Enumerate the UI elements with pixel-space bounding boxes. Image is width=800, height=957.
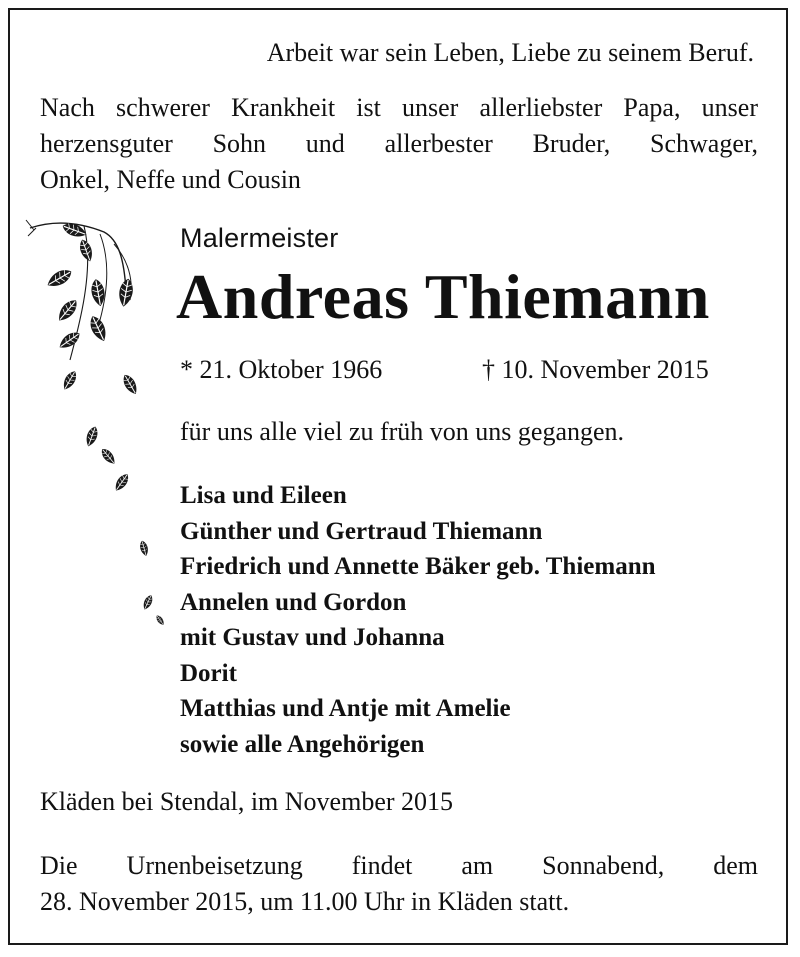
burial-notice-line-2: 28. November 2015, um 11.00 Uhr in Kläden statt.: [40, 887, 570, 916]
passing-statement: für uns alle viel zu früh von uns gegangen.: [180, 417, 625, 446]
burial-notice: [40, 848, 758, 920]
intro-line-2: herzensguter Sohn und allerbester Bruder, Schwager,: [40, 129, 758, 158]
mourner-entry: sowie alle Angehörigen: [180, 730, 425, 758]
mourner-entry: Dorit: [180, 659, 237, 687]
birch-leaves-branch-icon: [24, 210, 184, 640]
intro-line-3: Onkel, Neffe und Cousin: [40, 165, 301, 194]
burial-notice-line-1: Die Urnenbeisetzung findet am Sonnabend, dem: [40, 851, 758, 880]
death-date: † 10. November 2015: [482, 355, 709, 384]
deceased-name: Andreas Thiemann: [176, 261, 710, 332]
birth-date: * 21. Oktober 1966: [180, 355, 383, 384]
place-and-date: Kläden bei Stendal, im November 2015: [40, 787, 454, 816]
mourners-list: [180, 478, 656, 762]
profession-title: Malermeister: [180, 223, 339, 253]
mourner-entry: Lisa und Eileen: [180, 482, 347, 509]
mourner-entry: mit Gustav und Johanna: [180, 624, 445, 651]
mourner-entry: Friedrich und Annette Bäker geb. Thiemann: [180, 553, 656, 580]
motto: Arbeit war sein Leben, Liebe zu seinem Beruf.: [266, 38, 754, 67]
intro-line-1: Nach schwerer Krankheit ist unser allerliebster Papa, unser: [40, 93, 758, 122]
mourner-entry: Annelen und Gordon: [180, 588, 407, 616]
mourner-entry: Günther und Gertraud Thiemann: [180, 517, 543, 545]
intro-text: [40, 90, 758, 198]
mourner-entry: Matthias und Antje mit Amelie: [180, 695, 511, 722]
